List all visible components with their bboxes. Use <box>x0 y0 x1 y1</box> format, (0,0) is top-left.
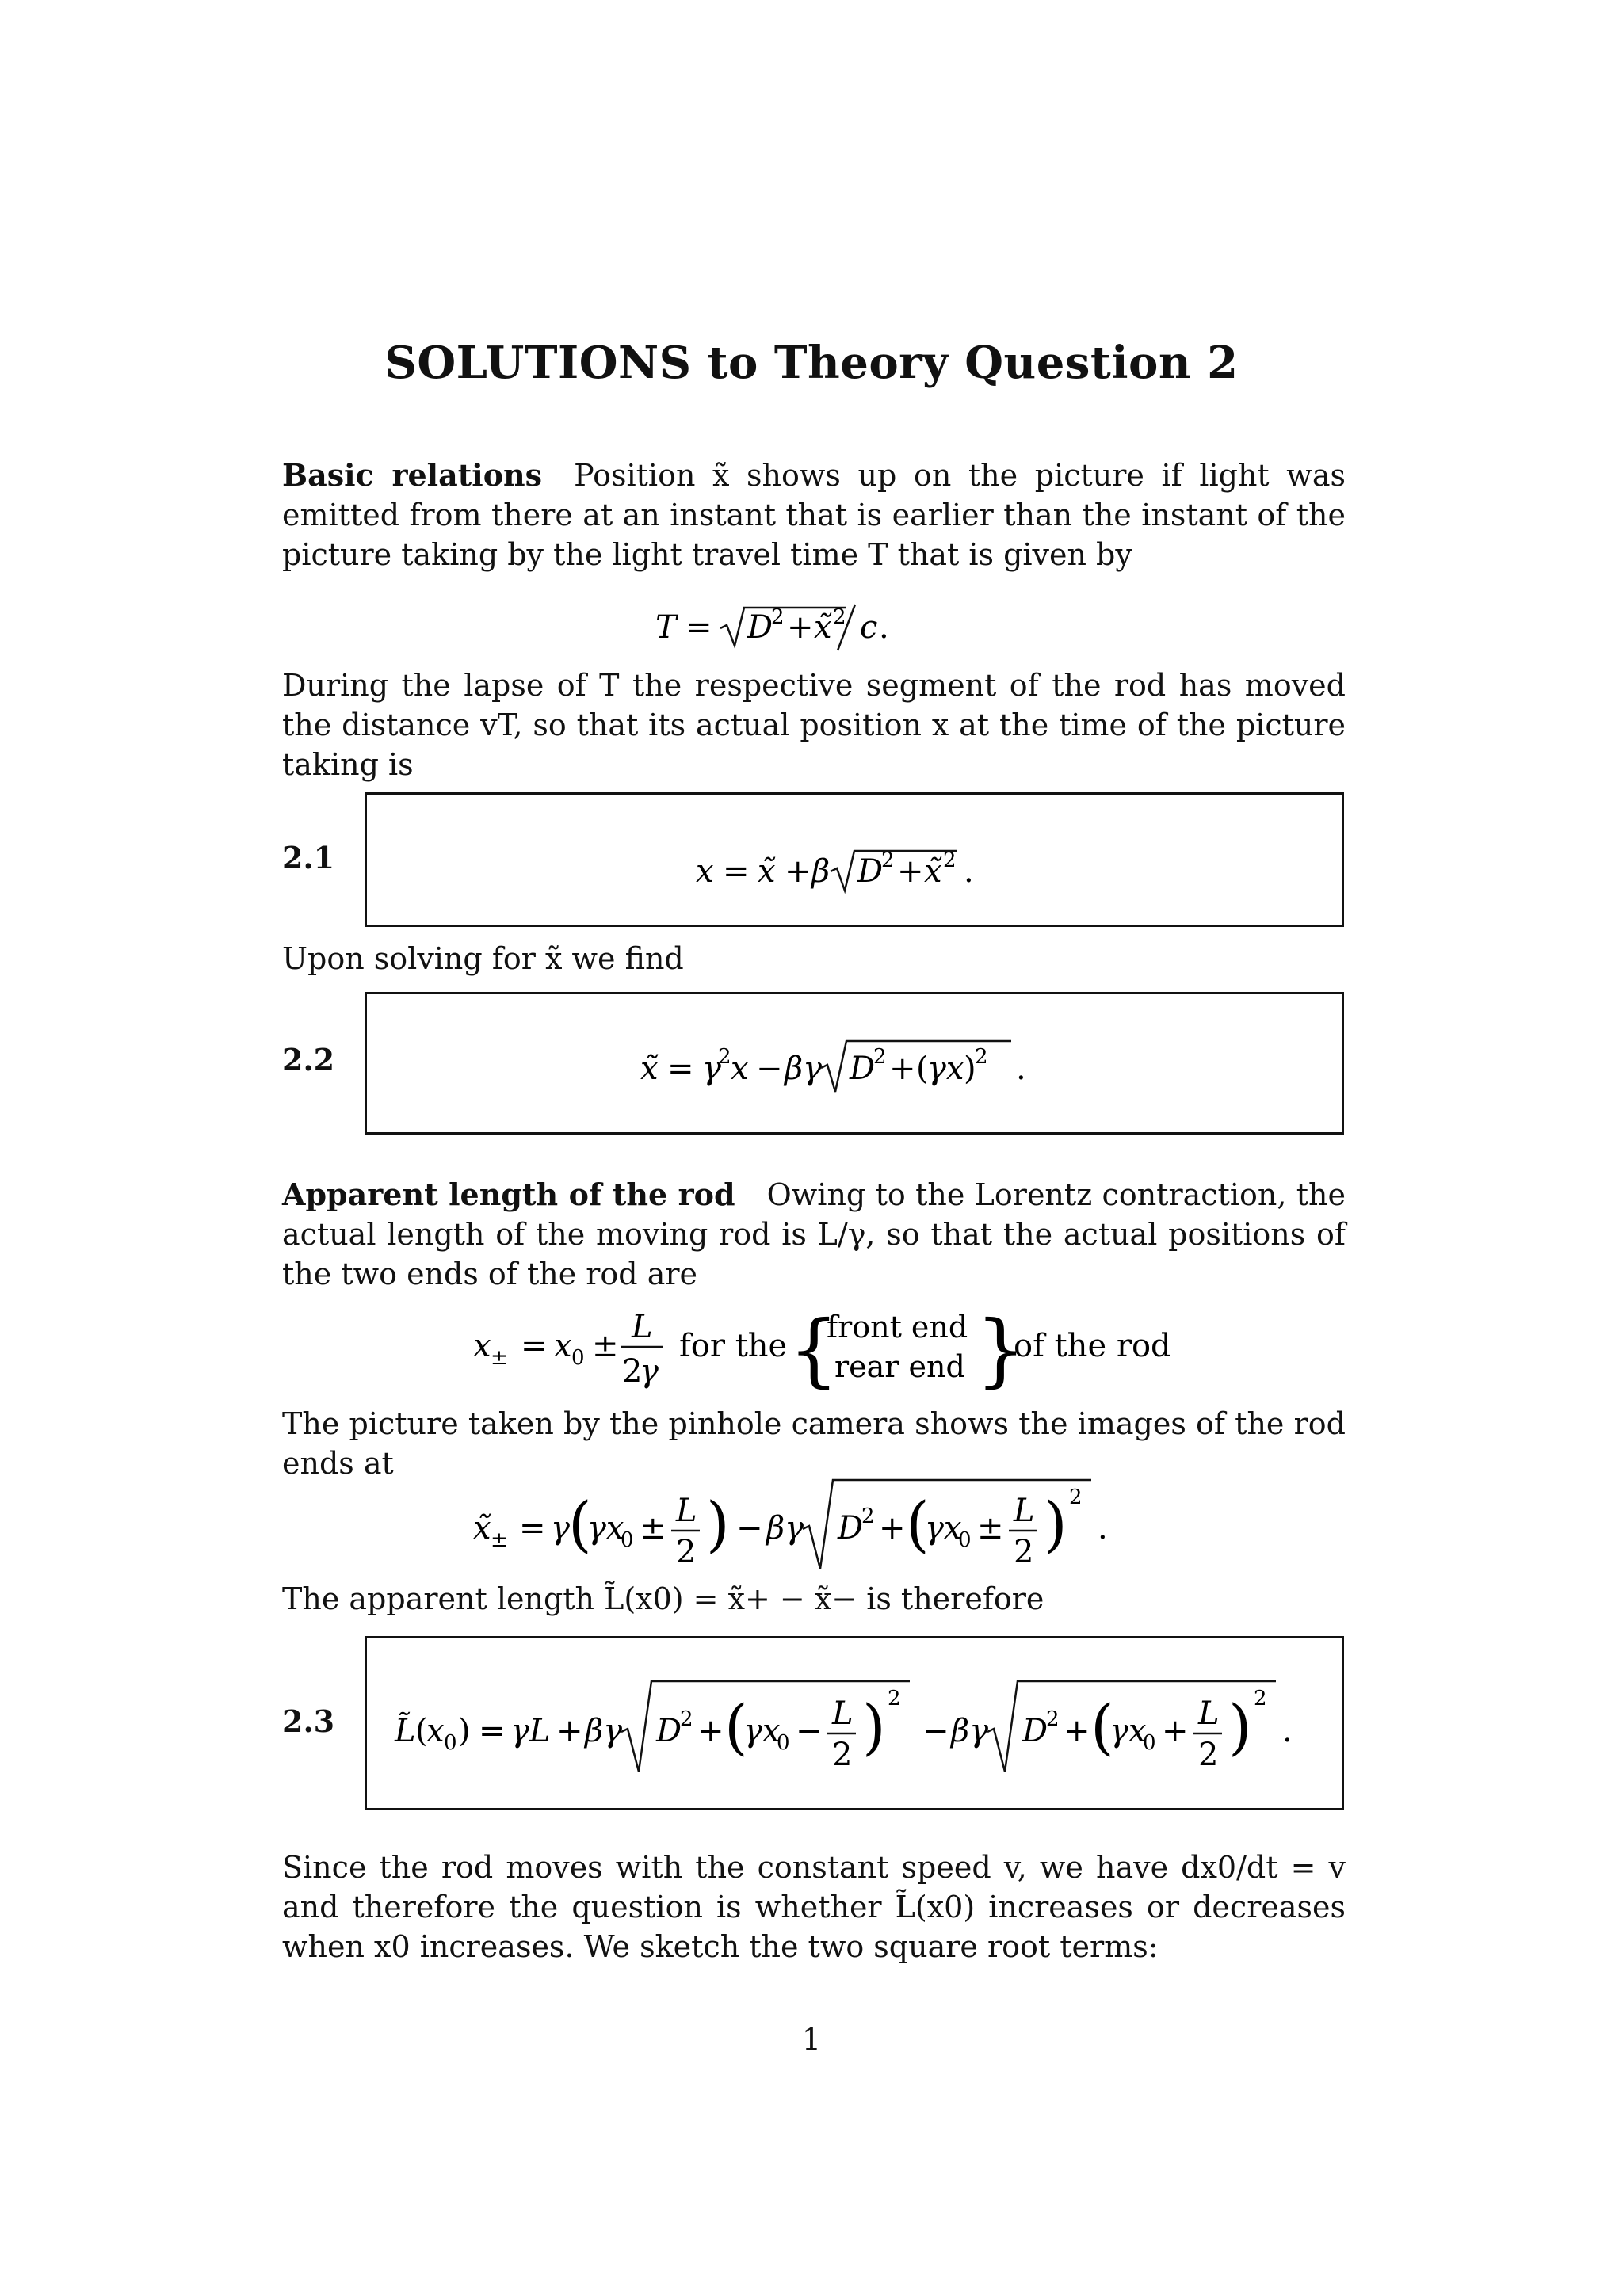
svg-text:x: x <box>426 1713 445 1749</box>
svg-text:x̃: x̃ <box>758 853 776 890</box>
svg-text:+: + <box>897 853 924 890</box>
svg-text:±: ± <box>592 1328 619 1364</box>
apparent-length-paragraph <box>282 1175 1346 1294</box>
svg-text:2: 2 <box>873 1045 887 1069</box>
svg-text:γx: γx <box>587 1510 624 1547</box>
svg-text:+: + <box>787 609 814 646</box>
svg-text:x: x <box>554 1328 572 1364</box>
svg-text:.: . <box>1016 1051 1026 1087</box>
svg-text:D: D <box>1022 1713 1048 1749</box>
svg-text:2: 2 <box>622 1353 643 1390</box>
front-end-label: front end <box>827 1310 968 1344</box>
svg-text:βγ: βγ <box>951 1713 989 1749</box>
svg-text:+: + <box>1162 1713 1189 1749</box>
svg-text:x̃: x̃ <box>924 853 942 890</box>
svg-text:2: 2 <box>975 1045 988 1069</box>
rear-end-label: rear end <box>834 1349 965 1384</box>
svg-text:2: 2 <box>1198 1737 1219 1773</box>
svg-text:2: 2 <box>676 1534 697 1570</box>
svg-text:2: 2 <box>1069 1486 1083 1509</box>
svg-text:x̃: x̃ <box>640 1051 659 1087</box>
basic-relations-text: Position x̃ shows up on the picture if light was emitted from there at an instant that is earlier than the instant of the picture taking by the light travel time T that is given by <box>282 458 1346 572</box>
svg-text:D: D <box>656 1713 682 1749</box>
svg-text:±: ± <box>640 1510 666 1547</box>
svg-text:±: ± <box>491 1528 508 1552</box>
svg-text:x: x <box>731 1051 749 1087</box>
answer-equation-2-3 <box>365 1670 1344 1789</box>
equation-2-1-formula <box>688 838 1021 902</box>
svg-text:(: ( <box>916 1051 929 1087</box>
svg-text:+: + <box>697 1713 724 1749</box>
svg-text:±: ± <box>977 1510 1004 1547</box>
apparent-length-text: Owing to the Lorentz contraction, the actual length of the moving rod is L/γ, so that the actual positions of the two ends of the rod are <box>282 1177 1346 1291</box>
rod-ends-formula <box>457 1299 1170 1394</box>
light-travel-time-formula <box>647 598 980 654</box>
svg-text:γ: γ <box>702 1051 721 1087</box>
svg-text:2: 2 <box>1046 1707 1060 1731</box>
svg-text:γL: γL <box>510 1713 551 1749</box>
svg-text:): ) <box>1044 1489 1067 1559</box>
svg-text:=: = <box>723 853 750 890</box>
svg-text:.: . <box>964 853 974 890</box>
apparent-length-heading: Apparent length of the rod <box>282 1177 735 1212</box>
svg-text:βγ: βγ <box>785 1051 823 1087</box>
svg-text:D: D <box>747 609 773 646</box>
svg-text:}: } <box>976 1303 1026 1394</box>
svg-text:x̃: x̃ <box>473 1510 491 1547</box>
basic-relations-heading: Basic relations <box>282 457 543 493</box>
answer-label-2-3: 2.3 <box>282 1703 335 1739</box>
svg-text:(: ( <box>906 1489 930 1559</box>
svg-text:L: L <box>832 1695 854 1732</box>
svg-text:0: 0 <box>1143 1731 1156 1755</box>
answer-label-2-2: 2.2 <box>282 1042 335 1077</box>
svg-text:2: 2 <box>1014 1534 1034 1570</box>
svg-text:): ) <box>458 1713 471 1749</box>
svg-text:T: T <box>655 609 677 646</box>
svg-text:): ) <box>1228 1691 1252 1762</box>
final-paragraph: Since the rod moves with the constant speed v, we have dx0/dt = v and therefore the question is whether L̃(x0) increases or decreases when x0 increases. We sketch the two square root terms: <box>282 1850 1346 1964</box>
answer-equation-2-1 <box>365 838 1344 910</box>
svg-text:L̃: L̃ <box>395 1713 416 1749</box>
equation-2-3-formula <box>387 1670 1322 1781</box>
svg-text:γx: γx <box>925 1510 962 1547</box>
svg-text:2: 2 <box>833 605 846 629</box>
svg-text:=: = <box>685 609 712 646</box>
svg-text:{: { <box>789 1303 839 1394</box>
svg-text:x: x <box>696 853 714 890</box>
svg-text:.: . <box>879 609 889 646</box>
svg-text:+: + <box>879 1510 906 1547</box>
rod-images-formula <box>457 1474 1170 1577</box>
svg-text:2: 2 <box>861 1505 875 1528</box>
svg-text:γ: γ <box>640 1353 659 1390</box>
svg-text:βγ: βγ <box>585 1713 623 1749</box>
svg-text:(: ( <box>568 1489 592 1559</box>
svg-text:=: = <box>519 1510 546 1547</box>
page-number: 1 <box>801 2022 822 2057</box>
answer-label-2-1: 2.1 <box>282 840 335 875</box>
svg-text:for the: for the <box>679 1328 788 1364</box>
pinhole-paragraph: The picture taken by the pinhole camera shows the images of the rod ends at <box>282 1406 1346 1481</box>
svg-text:(: ( <box>1090 1691 1114 1762</box>
svg-text:+: + <box>889 1051 916 1087</box>
svg-text:0: 0 <box>777 1731 790 1755</box>
svg-text:−: − <box>796 1713 823 1749</box>
svg-text:2: 2 <box>771 605 785 629</box>
svg-text:L: L <box>676 1493 697 1529</box>
svg-text:2: 2 <box>943 849 957 872</box>
svg-text:βγ: βγ <box>766 1510 804 1547</box>
svg-text:L: L <box>632 1309 653 1345</box>
svg-text:+: + <box>1064 1713 1090 1749</box>
page-title: SOLUTIONS to Theory Question 2 <box>384 337 1239 389</box>
svg-text:D: D <box>838 1510 864 1547</box>
answer-equation-2-2 <box>365 1030 1344 1109</box>
svg-text:−: − <box>736 1510 763 1547</box>
equation-2-2-formula <box>632 1030 1076 1101</box>
svg-text:2: 2 <box>680 1707 693 1731</box>
svg-text:(: ( <box>724 1691 748 1762</box>
rod-movement-paragraph: During the lapse of T the respective segment of the rod has moved the distance vT, so that its actual position x at the time of the picture taking is <box>282 668 1346 782</box>
svg-text:=: = <box>521 1328 548 1364</box>
apparent-length-definition: The apparent length L̃(x0) = x̃+ − x̃− is therefore <box>282 1581 1044 1616</box>
svg-text:2: 2 <box>1254 1687 1267 1711</box>
svg-text:0: 0 <box>958 1528 972 1552</box>
svg-text:γ: γ <box>551 1510 570 1547</box>
svg-text:0: 0 <box>444 1731 457 1755</box>
svg-text:=: = <box>479 1713 506 1749</box>
svg-text:±: ± <box>491 1346 508 1370</box>
svg-text:L: L <box>1198 1695 1220 1732</box>
basic-relations-paragraph <box>282 456 1346 574</box>
svg-text:): ) <box>964 1051 976 1087</box>
light-travel-time-equation <box>282 598 1346 662</box>
svg-text:2: 2 <box>832 1737 853 1773</box>
svg-text:x: x <box>473 1328 491 1364</box>
svg-text:0: 0 <box>571 1346 585 1370</box>
svg-text:γx: γx <box>743 1713 781 1749</box>
svg-text:c: c <box>860 609 878 646</box>
svg-text:2: 2 <box>888 1687 901 1711</box>
svg-text:γx: γx <box>927 1051 964 1087</box>
svg-text:(: ( <box>415 1713 428 1749</box>
svg-text:): ) <box>862 1691 886 1762</box>
svg-text:): ) <box>706 1489 730 1559</box>
svg-text:2: 2 <box>718 1045 731 1069</box>
svg-text:−: − <box>922 1713 949 1749</box>
svg-text:D: D <box>857 853 884 890</box>
rod-images-equation <box>282 1474 1346 1585</box>
svg-text:+: + <box>785 853 812 890</box>
svg-text:=: = <box>667 1051 694 1087</box>
svg-text:0: 0 <box>621 1528 634 1552</box>
svg-text:+: + <box>556 1713 583 1749</box>
solving-text: Upon solving for x̃ we find <box>282 941 684 976</box>
svg-text:−: − <box>756 1051 783 1087</box>
svg-text:D: D <box>850 1051 876 1087</box>
svg-text:x̃: x̃ <box>814 609 832 646</box>
svg-text:β: β <box>812 853 831 890</box>
svg-text:L: L <box>1014 1493 1035 1529</box>
rod-ends-equation <box>282 1299 1346 1402</box>
svg-text:γx: γx <box>1109 1713 1147 1749</box>
svg-text:.: . <box>1098 1510 1108 1547</box>
svg-text:.: . <box>1282 1713 1293 1749</box>
of-the-rod-label: of the rod. <box>1014 1328 1170 1364</box>
svg-text:2: 2 <box>881 849 895 872</box>
